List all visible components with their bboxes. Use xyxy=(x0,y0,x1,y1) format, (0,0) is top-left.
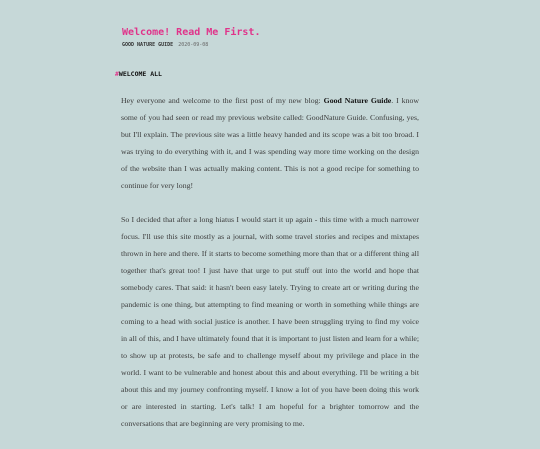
paragraph-hiatus: So I decided that after a long hiatus I would start it up again - this time with a much narrower focus. I'll use this site mostly as a journal, with some travel stories and recipes and mixtapes thrown in here and there. If it starts to become something more than that or a different thing all together that's great too! I just have that urge to put stuff out into the world and hope that somebody cares. That said: it hasn't been easy lately. Trying to create art or writing during the pandemic is one thing, but attempting to find meaning or worth in something while things are coming to a head with social justice is another. I have been struggling trying to find my voice in all of this, and I have ultimately found that it is important to just listen and learn for a while; to show up at protests, be safe and to challenge myself about my privilege and place in the world. I want to be vulnerable and honest about this and about everything. I'll be writing a bit about this and my journey confronting myself. I know a lot of you have been doing this work or are interested in starting. Let's talk! I am hopeful for a brighter tomorrow and the conversations that are beginning are very promising to me. xyxy=(121,215,419,428)
site-name-link[interactable]: GOOD NATURE GUIDE xyxy=(122,42,174,48)
post-date: 2020-09-08 xyxy=(178,42,209,48)
blog-name-strong: Good Nature Guide xyxy=(323,96,392,105)
post-body xyxy=(121,92,419,449)
paragraph-text: Hey everyone and welcome to the first post of my new blog: xyxy=(121,96,324,105)
section-heading xyxy=(115,70,162,79)
post-header xyxy=(122,27,260,49)
heading-anchor-link[interactable]: # xyxy=(115,70,119,78)
paragraph-text: . I know some of you had seen or read my previous website called: GoodNature Guide. Confusing, yes, but I'll explain. The previous site was a little heavy handed and its scope was a bit too broad. I was trying to do everything with it, and I was spending way more time working on the design of the website than I was actually making content. This is not a good recipe for something to continue for very long! xyxy=(121,96,419,190)
section-heading-text: WELCOME ALL xyxy=(118,70,162,78)
paragraph-intro xyxy=(121,92,419,194)
post-title: Welcome! Read Me First. xyxy=(122,27,261,38)
post-meta xyxy=(122,42,260,49)
